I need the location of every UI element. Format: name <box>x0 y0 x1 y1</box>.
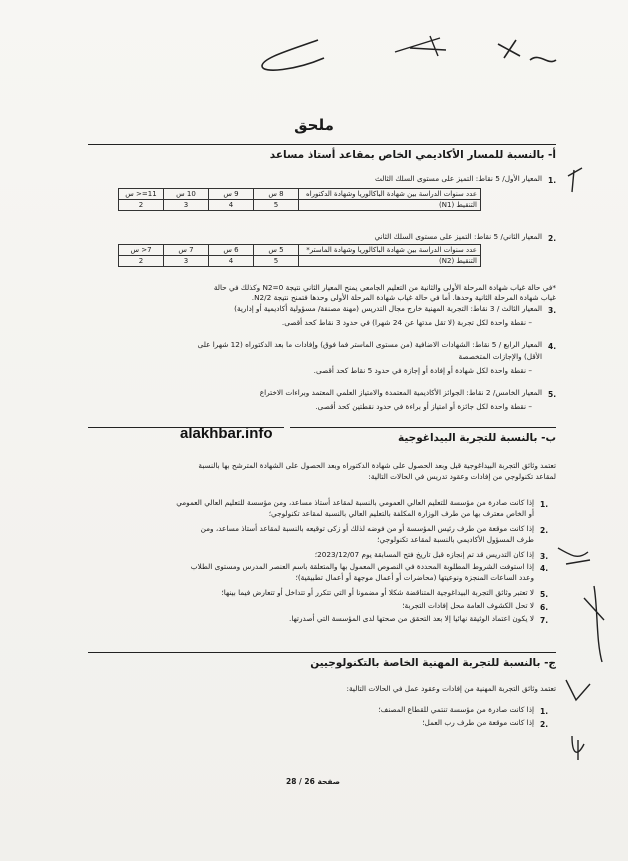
section-a-heading: أ- بالنسبة للمسار الأكاديمي الخاص بمقاعد أستاذ مساعد <box>88 144 556 161</box>
criterion-3-number: 3. <box>548 306 557 315</box>
list-item: إذا كان التدريس قد تم إنجازه قبل تاريخ فتح المسابقة يوم 2023/12/07؛ <box>314 550 534 559</box>
section-b-intro-line: لمقاعد تكنولوجي من إفادات وعقود تدريس في الحالات التالية: <box>368 472 556 481</box>
section-c-intro: تعتمد وثائق التجربة المهنية من إفادات وعقود عمل في الحالات التالية: <box>346 684 556 693</box>
list-item: وعدد الساعات المنجزة ونوعيتها (محاضرات أو أعمال موجهة أو أعمال تطبيقية)؛ <box>295 573 534 582</box>
table-cell: 4 <box>209 256 254 267</box>
criterion-4-number: 4. <box>548 342 557 351</box>
section-c-heading: ج- بالنسبة للتجربة المهنية الخاصة بالتكنولوجيين <box>88 652 556 669</box>
section-b-rule <box>88 427 284 428</box>
table-cell: 5 <box>254 256 299 267</box>
footnote-line: غياب شهادة المرحلة الثانية وحدها. أما في حالة غياب شهادة المرحلة الأولى وحدها فتمنح نتيجة N2/2. <box>251 293 556 302</box>
table-cell: 8 س <box>254 189 299 200</box>
table-cell: التنقيط (N1) <box>299 200 481 211</box>
table-cell: عدد سنوات الدراسة بين شهادة الباكالوريا وشهادة الماستر* <box>299 245 481 256</box>
table-cell: عدد سنوات الدراسة بين شهادة الباكالوريا وشهادة الدكتوراه <box>299 189 481 200</box>
list-item-number: 4. <box>540 564 549 573</box>
page-number: صفحة 26 / 28 <box>286 777 341 786</box>
list-item-number: 6. <box>540 603 549 612</box>
criterion-2-table <box>118 244 481 267</box>
list-item-number: 1. <box>540 707 549 716</box>
criterion-4-line: المعيار الرابع / 5 نقاط: الشهادات الاضافية (من مستوى الماستر فما فوق) وإفادات ما بعد الدكتوراه (12 شهرا على <box>197 340 542 349</box>
table-cell: 4 <box>209 200 254 211</box>
list-item: لا يكون اعتماد الوثيقة نهائيا إلا بعد التحقق من صحتها لدى المؤسسة التي أصدرتها. <box>289 614 534 623</box>
list-item-number: 5. <box>540 590 549 599</box>
list-item-number: 2. <box>540 720 549 729</box>
watermark: alakhbar.info <box>180 425 273 442</box>
table-cell: 3 <box>164 200 209 211</box>
criterion-2-text: المعيار الثاني/ 5 نقاط: التميز على مستوى السلك الثاني <box>374 232 542 241</box>
table-cell: 11=< س <box>119 189 164 200</box>
criterion-1-table <box>118 188 481 211</box>
criterion-1-text: المعيار الأول/ 5 نقاط: التميز على مستوى السلك الثالث <box>374 174 542 183</box>
table-row <box>119 189 481 200</box>
table-cell: 5 س <box>254 245 299 256</box>
list-item: إذا كانت صادرة من مؤسسة للتعليم العالي العمومي بالنسبة لمقاعد أستاذ مساعد، ومن مؤسسة للتعليم العالي العمومي <box>176 498 534 507</box>
list-item-number: 1. <box>540 500 549 509</box>
list-item: طرف المسؤول الأكاديمي بالنسبة لمقاعد تكنولوجي؛ <box>377 535 534 544</box>
list-item-number: 3. <box>540 552 549 561</box>
section-b-heading: ب- بالنسبة للتجربة البيداغوجية <box>290 427 556 444</box>
list-item: إذا كانت موقعة من طرف رئيس المؤسسة أو من فوضه لذلك أو زكى توقيعه بالنسبة لمقاعد أستاذ مساعد، ومن <box>200 524 534 533</box>
table-cell: 2 <box>119 256 164 267</box>
table-cell: 3 <box>164 256 209 267</box>
table-cell: 6 س <box>209 245 254 256</box>
table-cell: التنقيط (N2) <box>299 256 481 267</box>
page-title: ملحق <box>294 116 334 134</box>
criterion-2-number: 2. <box>548 234 557 243</box>
footnote-line: *في حالة غياب شهادة المرحلة الأولى والثانية من التعليم الجامعي يمنح المعيار الثاني نتيجة N2=0 وكذلك في حالة <box>213 283 556 292</box>
table-row <box>119 256 481 267</box>
table-cell: 7< س <box>119 245 164 256</box>
table-row <box>119 245 481 256</box>
list-item: لا تعتبر وثائق التجربة البيداغوجية المتناقضة شكلا أو مضمونا أو التي تتكرر أو تتداخل أو تتعارض فيما بينها؛ <box>221 588 534 597</box>
table-cell: 7 س <box>164 245 209 256</box>
table-cell: 5 <box>254 200 299 211</box>
table-cell: 10 س <box>164 189 209 200</box>
criterion-4-line: – نقطة واحدة لكل شهادة أو إفادة أو إجازة في حدود 5 نقاط كحد أقصى. <box>313 366 532 375</box>
list-item: إذا استوفت الشروط المطلوبة المحددة في النصوص المعمول بها والمتعلقة باسم العنصر المدرس ومستوى الطلاب <box>190 562 534 571</box>
table-row <box>119 200 481 211</box>
criterion-4-line: الأقل) والإجازات المتخصصة <box>458 352 542 361</box>
criterion-5-line: – نقطة واحدة لكل جائزة أو امتياز أو براءة في حدود نقطتين كحد أقصى. <box>315 402 532 411</box>
criterion-3-line: المعيار الثالث / 3 نقاط: التجربة المهنية خارج مجال التدريس (مهنة مصنفة/ مسؤولية أكاديمية أو إدارية) <box>234 304 542 313</box>
list-item-number: 2. <box>540 526 549 535</box>
list-item: لا تحل الكشوف العامة محل إفادات التجربة؛ <box>402 601 534 610</box>
section-b-intro-line: تعتمد وثائق التجربة البيداغوجية قبل وبعد الحصول على شهادة الدكتوراه وبعد الحصول على الشهادة المترشح بها بالنسبة <box>198 461 556 470</box>
list-item: إذا كانت صادرة من مؤسسة تنتمي للقطاع المصنف؛ <box>378 705 534 714</box>
table-cell: 9 س <box>209 189 254 200</box>
list-item: أو الخاص معترف بها من طرف الوزارة المكلفة بالتعليم العالي بالنسبة لمقاعد تكنولوجي؛ <box>268 509 534 518</box>
criterion-5-number: 5. <box>548 390 557 399</box>
criterion-3-line: – نقطة واحدة لكل تجربة (لا تقل مدتها عن 24 شهرا) في حدود 3 نقاط كحد أقصى. <box>281 318 532 327</box>
criterion-1-number: 1. <box>548 176 557 185</box>
list-item-number: 7. <box>540 616 549 625</box>
criterion-5-line: المعيار الخامس/ 2 نقاط: الجوائز الأكاديمية المعتمدة والامتياز العلمي المعتمد وبراءات الاختراع <box>259 388 542 397</box>
list-item: إذا كانت موقعة من طرف رب العمل؛ <box>422 718 534 727</box>
table-cell: 2 <box>119 200 164 211</box>
